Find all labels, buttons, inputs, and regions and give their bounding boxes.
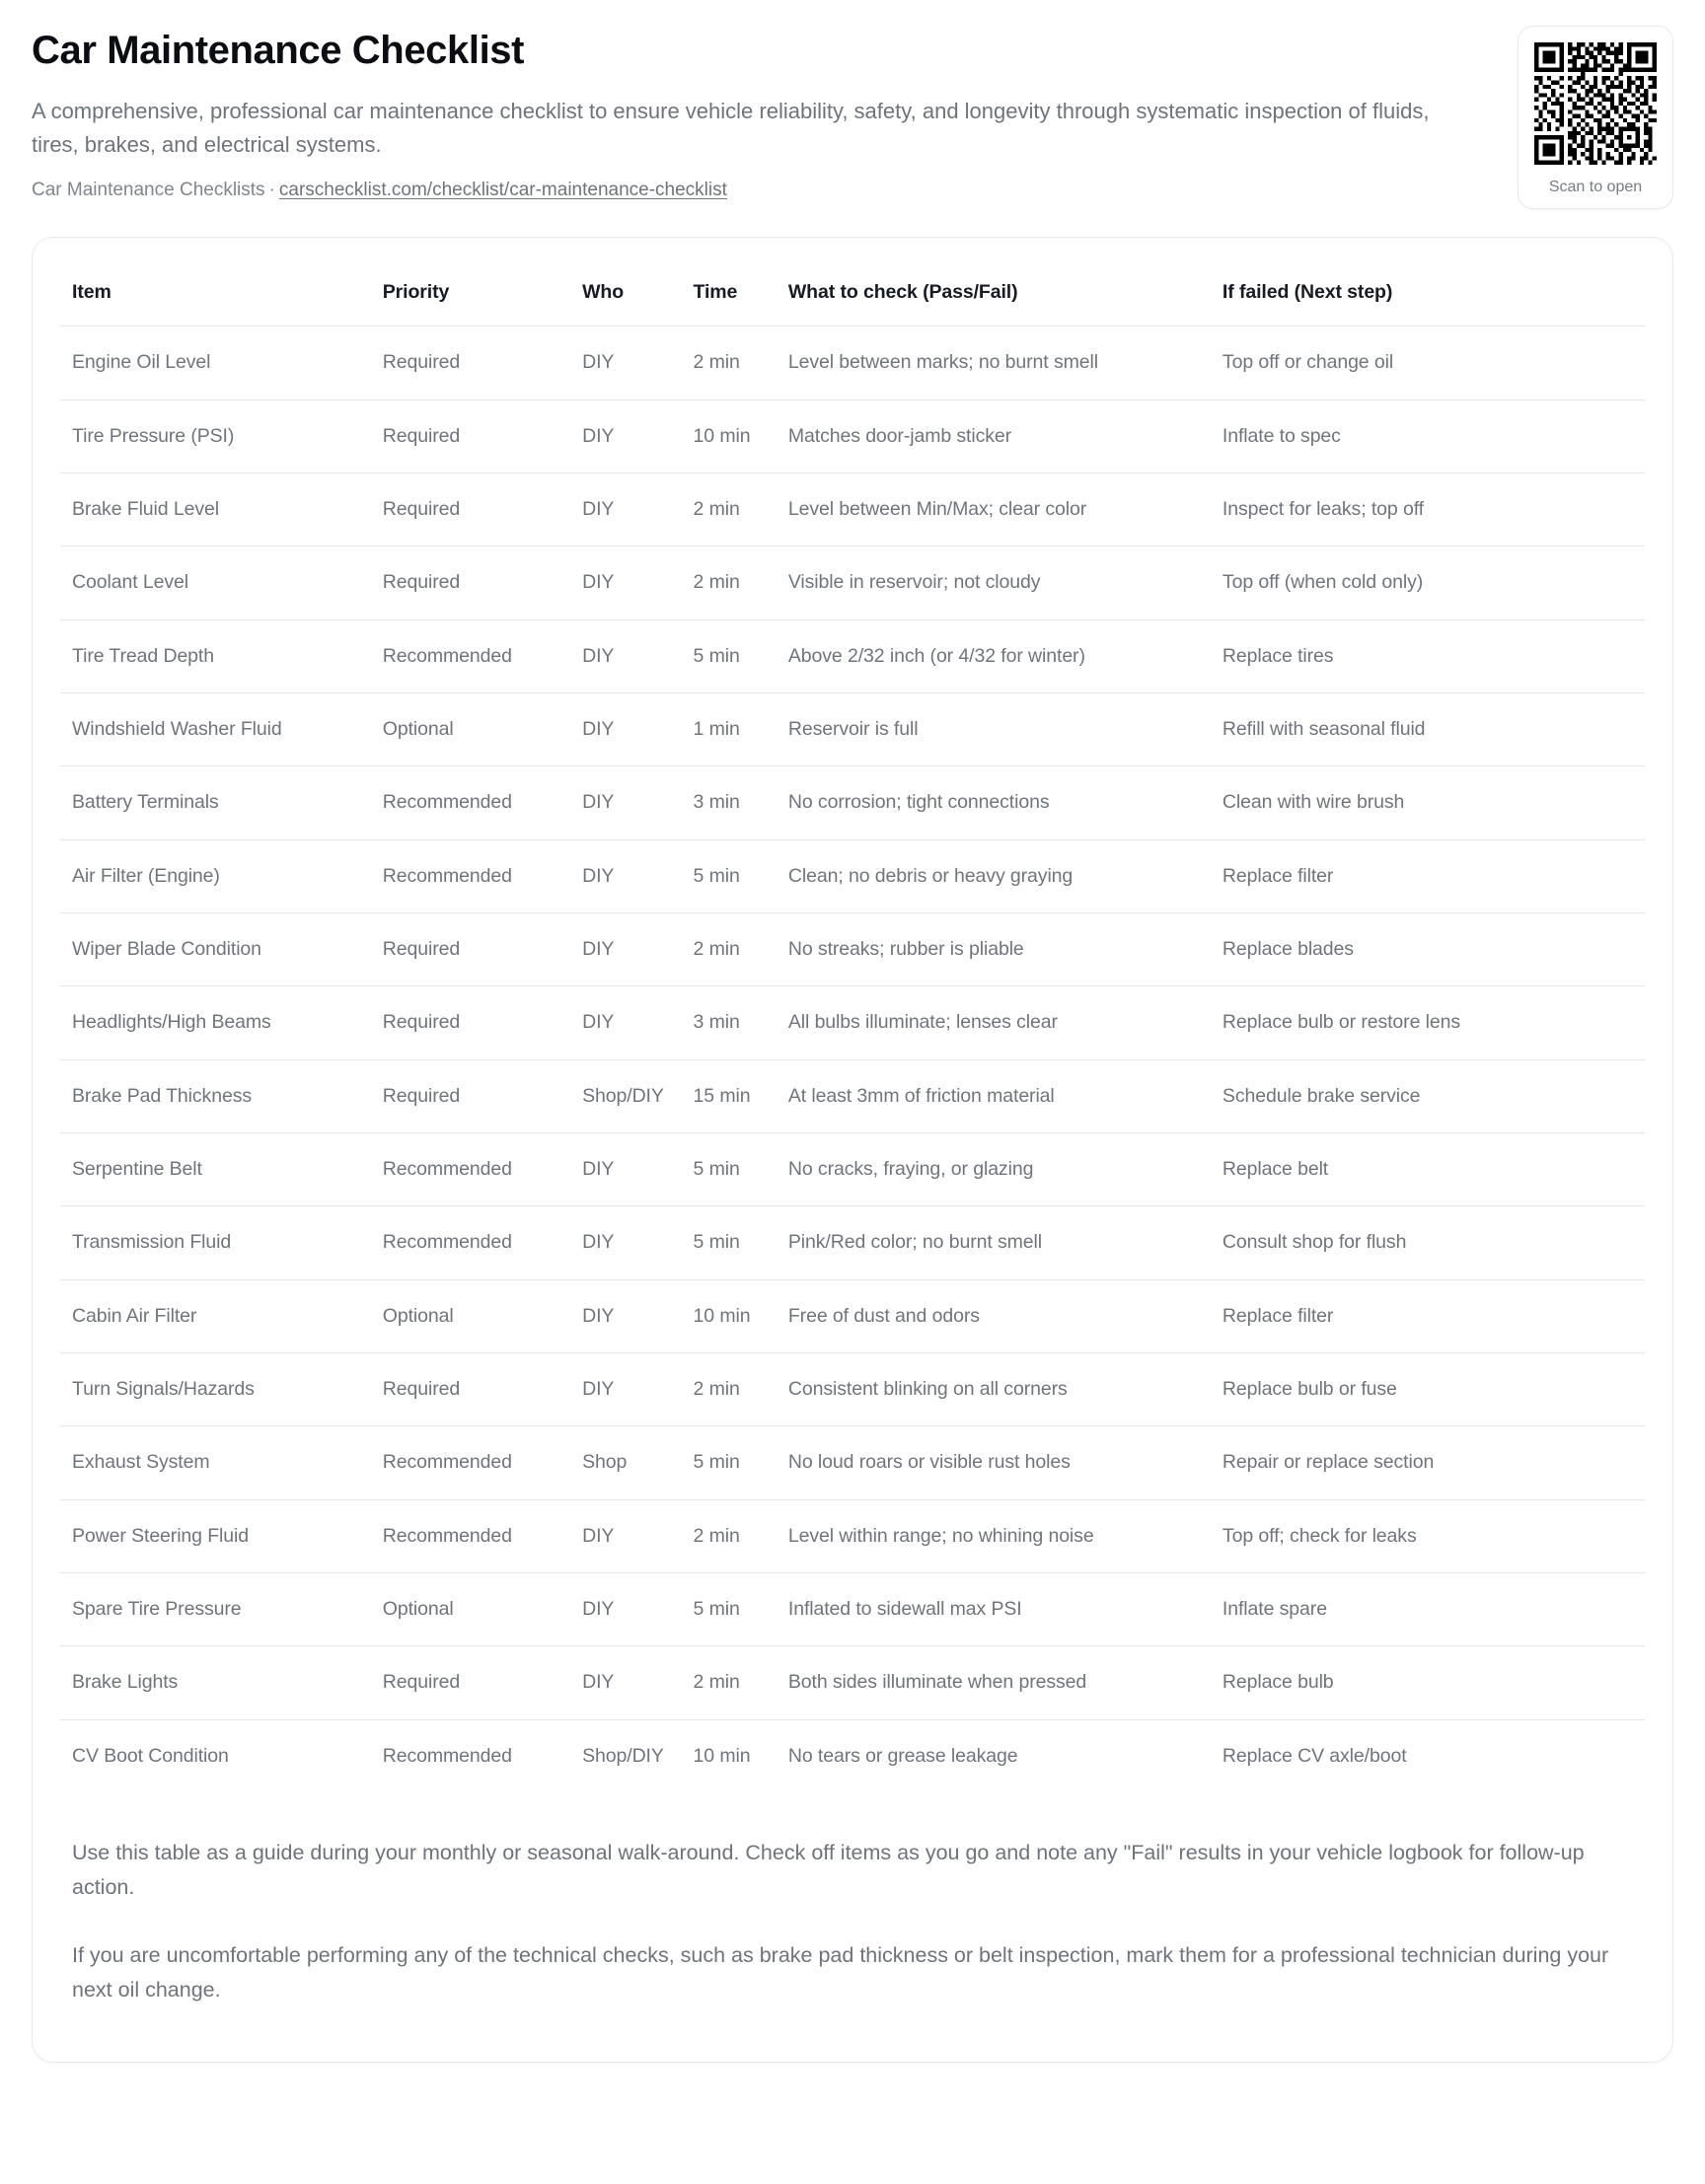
table-cell: Replace filter — [1211, 839, 1645, 912]
table-cell: 2 min — [682, 1499, 777, 1572]
table-row — [60, 546, 1645, 619]
column-header: Time — [693, 281, 738, 304]
table-cell: Replace blades — [1211, 912, 1645, 985]
table-cell: Inspect for leaks; top off — [1211, 473, 1645, 546]
table-row — [60, 327, 1645, 400]
table-cell: DIY — [570, 1353, 681, 1426]
table-cell: Required — [371, 546, 570, 619]
table-cell: Battery Terminals — [60, 766, 371, 839]
table-cell: Inflate spare — [1211, 1573, 1645, 1646]
table-cell: Required — [371, 327, 570, 400]
table-cell: Optional — [371, 692, 570, 765]
table-cell: Tire Pressure (PSI) — [60, 400, 371, 473]
table-cell: Required — [371, 1059, 570, 1132]
table-row — [60, 986, 1645, 1059]
table-cell: DIY — [570, 400, 681, 473]
table-cell: Recommended — [371, 1206, 570, 1279]
table-cell: No cracks, fraying, or glazing — [777, 1132, 1211, 1205]
table-cell: DIY — [570, 1573, 681, 1646]
table-cell: Replace bulb — [1211, 1646, 1645, 1719]
source-url-link[interactable]: carschecklist.com/checklist/car-maintenance-checklist — [278, 180, 727, 201]
table-row — [60, 400, 1645, 473]
table-cell: Both sides illuminate when pressed — [777, 1646, 1211, 1719]
table-cell: DIY — [570, 1646, 681, 1719]
table-cell: Level between marks; no burnt smell — [777, 327, 1211, 400]
table-cell: Required — [371, 1353, 570, 1426]
table-cell: Turn Signals/Hazards — [60, 1353, 371, 1426]
table-cell: DIY — [570, 546, 681, 619]
table-head — [60, 267, 1645, 327]
page-title: Car Maintenance Checklist — [32, 29, 525, 72]
table-row — [60, 1059, 1645, 1132]
breadcrumb — [32, 178, 1433, 204]
table-cell: Recommended — [371, 1719, 570, 1792]
table-cell: Replace tires — [1211, 619, 1645, 692]
table-cell: Transmission Fluid — [60, 1206, 371, 1279]
checklist-card — [32, 237, 1673, 2063]
table-row — [60, 839, 1645, 912]
table-cell: Air Filter (Engine) — [60, 839, 371, 912]
table-row — [60, 1646, 1645, 1719]
table-cell: Tire Tread Depth — [60, 619, 371, 692]
table-cell: Above 2/32 inch (or 4/32 for winter) — [777, 619, 1211, 692]
table-cell: Required — [371, 473, 570, 546]
table-cell: Cabin Air Filter — [60, 1279, 371, 1352]
table-cell: 10 min — [682, 1719, 777, 1792]
table-cell: DIY — [570, 1206, 681, 1279]
source-name: Car Maintenance Checklists — [32, 180, 265, 201]
table-cell: 5 min — [682, 1573, 777, 1646]
column-header: What to check (Pass/Fail) — [787, 281, 1018, 304]
table-cell: Required — [371, 912, 570, 985]
table-cell: 1 min — [682, 692, 777, 765]
table-cell: Power Steering Fluid — [60, 1499, 371, 1572]
breadcrumb-separator: · — [268, 180, 275, 201]
table-row — [60, 1499, 1645, 1572]
table-cell: 5 min — [682, 1426, 777, 1499]
table-cell: DIY — [570, 692, 681, 765]
table-row — [60, 1132, 1645, 1205]
column-header: Priority — [382, 281, 450, 304]
table-cell: Top off; check for leaks — [1211, 1499, 1645, 1572]
table-cell: 2 min — [682, 912, 777, 985]
table-cell: Reservoir is full — [777, 692, 1211, 765]
qr-caption: Scan to open — [1548, 179, 1643, 195]
table-cell: Wiper Blade Condition — [60, 912, 371, 985]
table-cell: Recommended — [371, 1499, 570, 1572]
table-cell: All bulbs illuminate; lenses clear — [777, 986, 1211, 1059]
table-cell: No streaks; rubber is pliable — [777, 912, 1211, 985]
table-cell: No corrosion; tight connections — [777, 766, 1211, 839]
table-row — [60, 766, 1645, 839]
table-cell: 3 min — [682, 986, 777, 1059]
table-cell: 5 min — [682, 1206, 777, 1279]
table-body — [60, 327, 1645, 1792]
table-cell: DIY — [570, 1279, 681, 1352]
table-cell: Brake Fluid Level — [60, 473, 371, 546]
table-cell: Engine Oil Level — [60, 327, 371, 400]
table-row — [60, 1719, 1645, 1792]
table-cell: 2 min — [682, 473, 777, 546]
table-cell: Pink/Red color; no burnt smell — [777, 1206, 1211, 1279]
table-cell: Replace CV axle/boot — [1211, 1719, 1645, 1792]
table-cell: Windshield Washer Fluid — [60, 692, 371, 765]
table-row — [60, 912, 1645, 985]
table-cell: Refill with seasonal fluid — [1211, 692, 1645, 765]
table-cell: No loud roars or visible rust holes — [777, 1426, 1211, 1499]
table-cell: 10 min — [682, 400, 777, 473]
table-cell: No tears or grease leakage — [777, 1719, 1211, 1792]
document-header — [32, 26, 1673, 237]
table-cell: Exhaust System — [60, 1426, 371, 1499]
column-header: Item — [72, 281, 111, 304]
table-cell: DIY — [570, 766, 681, 839]
table-row — [60, 1426, 1645, 1499]
table-cell: 10 min — [682, 1279, 777, 1352]
qr-code-icon — [1534, 42, 1657, 165]
page-description: A comprehensive, professional car maintenance checklist to ensure vehicle reliability, safety, and longevity through systematic inspection of fluids, tires, brakes, and electrical systems. — [32, 99, 1430, 158]
table-cell: CV Boot Condition — [60, 1719, 371, 1792]
note-paragraph: Use this table as a guide during your monthly or seasonal walk-around. Check off items as you go and note any "Fail" results in your vehicle logbook for follow-up action. — [72, 1841, 1585, 1899]
table-cell: 2 min — [682, 1646, 777, 1719]
table-cell: Schedule brake service — [1211, 1059, 1645, 1132]
table-cell: DIY — [570, 1499, 681, 1572]
table-cell: DIY — [570, 986, 681, 1059]
table-cell: 2 min — [682, 327, 777, 400]
table-cell: Repair or replace section — [1211, 1426, 1645, 1499]
table-row — [60, 1279, 1645, 1352]
table-cell: Required — [371, 400, 570, 473]
table-cell: Inflated to sidewall max PSI — [777, 1573, 1211, 1646]
table-cell: Visible in reservoir; not cloudy — [777, 546, 1211, 619]
table-cell: 5 min — [682, 1132, 777, 1205]
table-cell: Shop/DIY — [570, 1059, 681, 1132]
table-cell: Level within range; no whining noise — [777, 1499, 1211, 1572]
table-cell: Shop — [570, 1426, 681, 1499]
checklist-table — [60, 267, 1645, 1792]
qr-card[interactable] — [1518, 26, 1673, 209]
note-paragraph: If you are uncomfortable performing any of the technical checks, such as brake pad thickness or belt inspection, mark them for a professional technician during your next oil change. — [72, 1942, 1609, 2002]
table-cell: At least 3mm of friction material — [777, 1059, 1211, 1132]
table-cell: Inflate to spec — [1211, 400, 1645, 473]
column-header: If failed (Next step) — [1222, 281, 1393, 304]
table-cell: Headlights/High Beams — [60, 986, 371, 1059]
table-cell: Replace bulb or fuse — [1211, 1353, 1645, 1426]
table-cell: Required — [371, 986, 570, 1059]
table-cell: Recommended — [371, 619, 570, 692]
table-cell: DIY — [570, 1132, 681, 1205]
table-row — [60, 619, 1645, 692]
header-text-block — [32, 26, 1433, 204]
table-cell: 3 min — [682, 766, 777, 839]
table-cell: 2 min — [682, 1353, 777, 1426]
table-cell: Coolant Level — [60, 546, 371, 619]
table-cell: Optional — [371, 1573, 570, 1646]
table-cell: Matches door-jamb sticker — [777, 400, 1211, 473]
table-row — [60, 473, 1645, 546]
table-cell: Level between Min/Max; clear color — [777, 473, 1211, 546]
table-cell: Recommended — [371, 1132, 570, 1205]
table-cell: Required — [371, 1646, 570, 1719]
table-cell: Recommended — [371, 839, 570, 912]
table-cell: Serpentine Belt — [60, 1132, 371, 1205]
table-row — [60, 1206, 1645, 1279]
table-cell: Clean with wire brush — [1211, 766, 1645, 839]
table-cell: Shop/DIY — [570, 1719, 681, 1792]
table-row — [60, 1573, 1645, 1646]
column-header: Who — [582, 281, 625, 304]
table-cell: Recommended — [371, 1426, 570, 1499]
table-row — [60, 692, 1645, 765]
table-cell: Recommended — [371, 766, 570, 839]
table-cell: DIY — [570, 473, 681, 546]
table-cell: Replace filter — [1211, 1279, 1645, 1352]
table-cell: DIY — [570, 619, 681, 692]
table-cell: 15 min — [682, 1059, 777, 1132]
table-cell: Consistent blinking on all corners — [777, 1353, 1211, 1426]
table-cell: Brake Pad Thickness — [60, 1059, 371, 1132]
table-cell: Optional — [371, 1279, 570, 1352]
table-cell: 2 min — [682, 546, 777, 619]
table-header-row — [60, 267, 1645, 327]
table-cell: Brake Lights — [60, 1646, 371, 1719]
table-cell: Top off or change oil — [1211, 327, 1645, 400]
table-cell: Free of dust and odors — [777, 1279, 1211, 1352]
notes-block — [60, 1792, 1645, 2006]
table-cell: Clean; no debris or heavy graying — [777, 839, 1211, 912]
table-cell: Spare Tire Pressure — [60, 1573, 371, 1646]
table-cell: 5 min — [682, 619, 777, 692]
table-cell: Replace belt — [1211, 1132, 1645, 1205]
table-cell: Consult shop for flush — [1211, 1206, 1645, 1279]
table-cell: DIY — [570, 912, 681, 985]
table-cell: DIY — [570, 327, 681, 400]
table-row — [60, 1353, 1645, 1426]
table-cell: DIY — [570, 839, 681, 912]
table-cell: Top off (when cold only) — [1211, 546, 1645, 619]
table-cell: 5 min — [682, 839, 777, 912]
table-cell: Replace bulb or restore lens — [1211, 986, 1645, 1059]
